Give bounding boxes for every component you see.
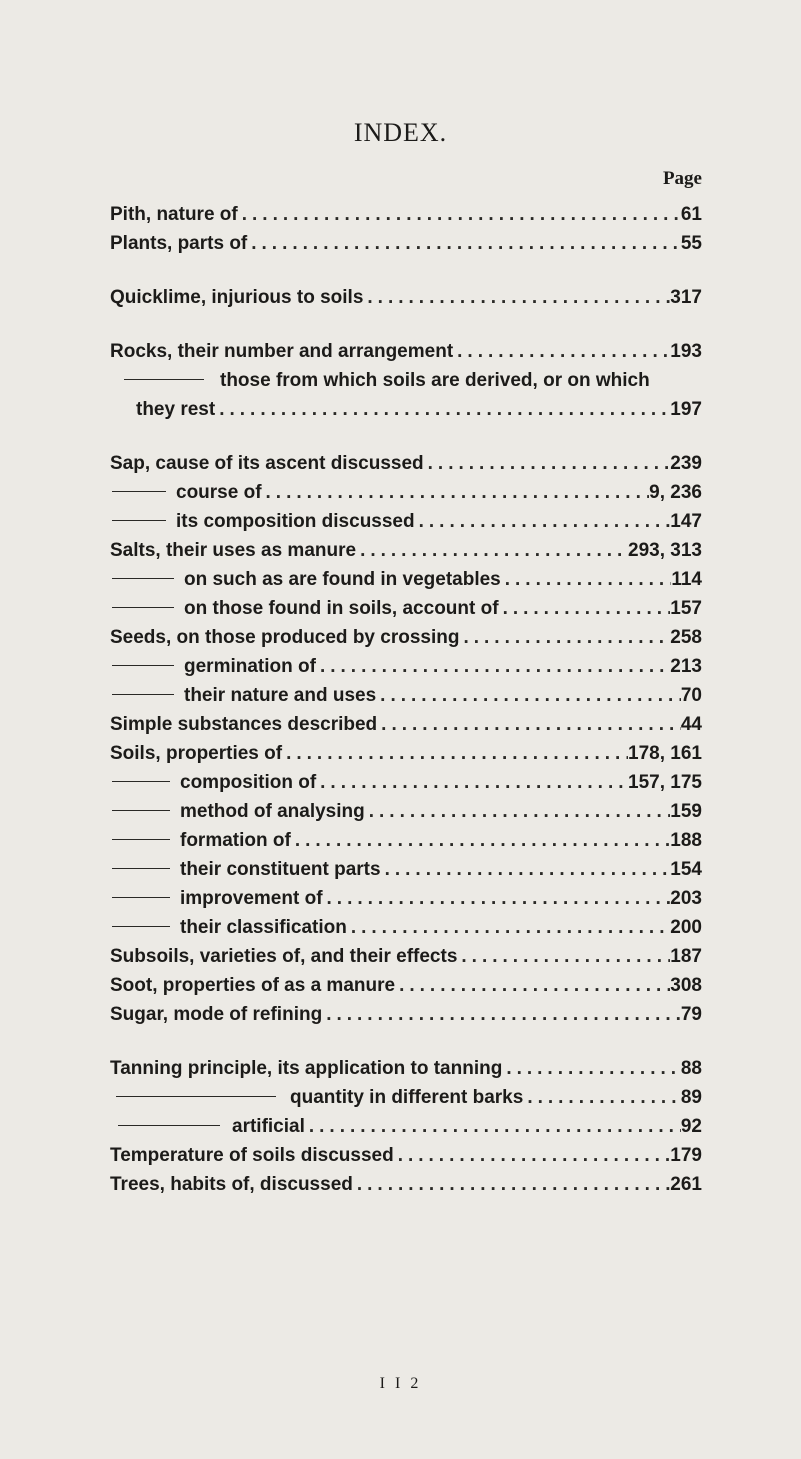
entry-page: 157, 175 [628,772,702,793]
index-entry [110,283,702,312]
entry-page: 258 [670,627,702,648]
dot-leader [347,913,670,942]
signature-mark: I I 2 [379,1375,422,1392]
ditto-dash [112,607,174,608]
dot-leader [215,395,670,424]
index-subentry [110,565,702,594]
entry-page: 154 [670,859,702,880]
entry-text: Seeds, on those produced by crossing [110,627,460,648]
dot-leader [238,200,681,229]
index-subentry [110,797,702,826]
entry-page: 197 [670,399,702,420]
entry-page: 317 [670,287,702,308]
index-entry [110,200,702,229]
entry-page: 293, 313 [628,540,702,561]
entry-page: 79 [680,1004,702,1025]
entry-page: 193 [670,341,702,362]
index-subentry [110,884,702,913]
index-entry [110,449,702,478]
index-entry [110,229,702,258]
entry-text: its composition discussed [176,511,415,532]
entry-text: improvement of [180,888,323,909]
index-entry [110,1141,702,1170]
dot-leader [457,942,670,971]
entry-page: 157 [670,598,702,619]
entry-text: they rest [136,399,216,420]
entry-page: 114 [671,569,702,590]
dot-leader [377,710,681,739]
dot-leader [282,739,628,768]
index-entry [110,739,702,768]
entry-text: artificial [232,1116,305,1137]
entry-page: 308 [670,975,702,996]
entry-text: on those found in soils, account of [184,598,499,619]
entry-text: Soot, properties of as a manure [110,975,396,996]
dot-leader [316,652,670,681]
entry-text: quantity in different barks [290,1087,524,1108]
entry-page: 88 [680,1058,702,1079]
entry-page: 61 [680,204,702,225]
entry-text: on such as are found in vegetables [184,569,501,590]
index-entry [110,337,702,366]
dot-leader [376,681,681,710]
index-entry [110,623,702,652]
dot-leader [247,229,681,258]
entry-page: 89 [680,1087,702,1108]
dot-leader [424,449,671,478]
index-subentry [110,768,702,797]
entry-text: Simple substances described [110,714,378,735]
dot-leader [262,478,650,507]
ditto-dash [112,897,170,898]
ditto-dash [116,1096,276,1097]
dot-leader [501,565,672,594]
dot-leader [395,971,670,1000]
entry-page: 239 [670,453,702,474]
dot-leader [316,768,628,797]
entry-text: course of [176,482,262,503]
entry-text: Temperature of soils discussed [110,1145,394,1166]
ditto-dash [118,1125,220,1126]
ditto-dash [124,379,204,380]
entry-text: their nature and uses [184,685,377,706]
entry-text: formation of [180,830,291,851]
index-entry [110,1000,702,1029]
entry-page: 188 [670,830,702,851]
index-entry [110,942,702,971]
entry-text: Pith, nature of [110,204,238,225]
entry-text: Salts, their uses as manure [110,540,357,561]
index-subentry [110,1083,702,1112]
dot-leader [459,623,670,652]
index-subentry [110,681,702,710]
dot-leader [323,884,671,913]
index-subentry [110,507,702,536]
dot-leader [363,283,670,312]
page-column-header: Page [662,168,702,189]
entry-page: 200 [670,917,702,938]
ditto-dash [112,810,170,811]
entry-text: germination of [184,656,316,677]
ditto-dash [112,926,170,927]
ditto-dash [112,520,166,521]
entry-page: 159 [670,801,702,822]
entry-text: Trees, habits of, discussed [110,1174,353,1195]
index-subentry [110,855,702,884]
dot-leader [305,1112,681,1141]
dot-leader [394,1141,671,1170]
dot-leader [499,594,671,623]
entry-page: 44 [680,714,702,735]
index-entries [110,200,702,1199]
entry-text: Rocks, their number and arrangement [110,341,454,362]
dot-leader [523,1083,681,1112]
ditto-dash [112,868,170,869]
index-entry [110,1054,702,1083]
index-entry [110,710,702,739]
index-subentry [110,826,702,855]
dot-leader [322,1000,681,1029]
entry-text: Plants, parts of [110,233,248,254]
dot-leader [291,826,670,855]
entry-page: 9, 236 [649,482,702,503]
dot-leader [502,1054,681,1083]
ditto-dash [112,839,170,840]
entry-page: 70 [680,685,702,706]
entry-text: Subsoils, varieties of, and their effects [110,946,458,967]
entry-page: 261 [670,1174,702,1195]
index-entry [110,536,702,565]
entry-text: method of analysing [180,801,365,822]
entry-page: 178, 161 [628,743,702,764]
dot-leader [356,536,628,565]
entry-text: their classification [180,917,347,938]
ditto-dash [112,781,170,782]
index-entry [110,971,702,1000]
ditto-dash [112,491,166,492]
index-subentry [110,1112,702,1141]
entry-text: Sugar, mode of refining [110,1004,323,1025]
entry-text: Soils, properties of [110,743,283,764]
entry-page: 147 [670,511,702,532]
ditto-dash [112,694,174,695]
dot-leader [381,855,671,884]
page-title: INDEX. [353,118,448,147]
entry-page: 187 [670,946,702,967]
entry-text: Tanning principle, its application to tanning [110,1058,503,1079]
index-subentry [110,594,702,623]
entry-text: those from which soils are derived, or on which [220,370,650,391]
entry-text: Sap, cause of its ascent discussed [110,453,424,474]
dot-leader [365,797,671,826]
entry-text: Quicklime, injurious to soils [110,287,364,308]
index-subentry [110,652,702,681]
dot-leader [453,337,670,366]
ditto-dash [112,578,174,579]
index-subentry [110,366,702,395]
dot-leader [353,1170,670,1199]
entry-page: 213 [670,656,702,677]
entry-page: 179 [670,1145,702,1166]
entry-page: 92 [680,1116,702,1137]
entry-text: composition of [180,772,317,793]
entry-text: their constituent parts [180,859,381,880]
entry-page: 203 [670,888,702,909]
dot-leader [415,507,671,536]
index-subentry [110,913,702,942]
index-subentry [110,478,702,507]
index-entry-continuation [110,395,702,424]
entry-page: 55 [680,233,702,254]
ditto-dash [112,665,174,666]
index-entry [110,1170,702,1199]
